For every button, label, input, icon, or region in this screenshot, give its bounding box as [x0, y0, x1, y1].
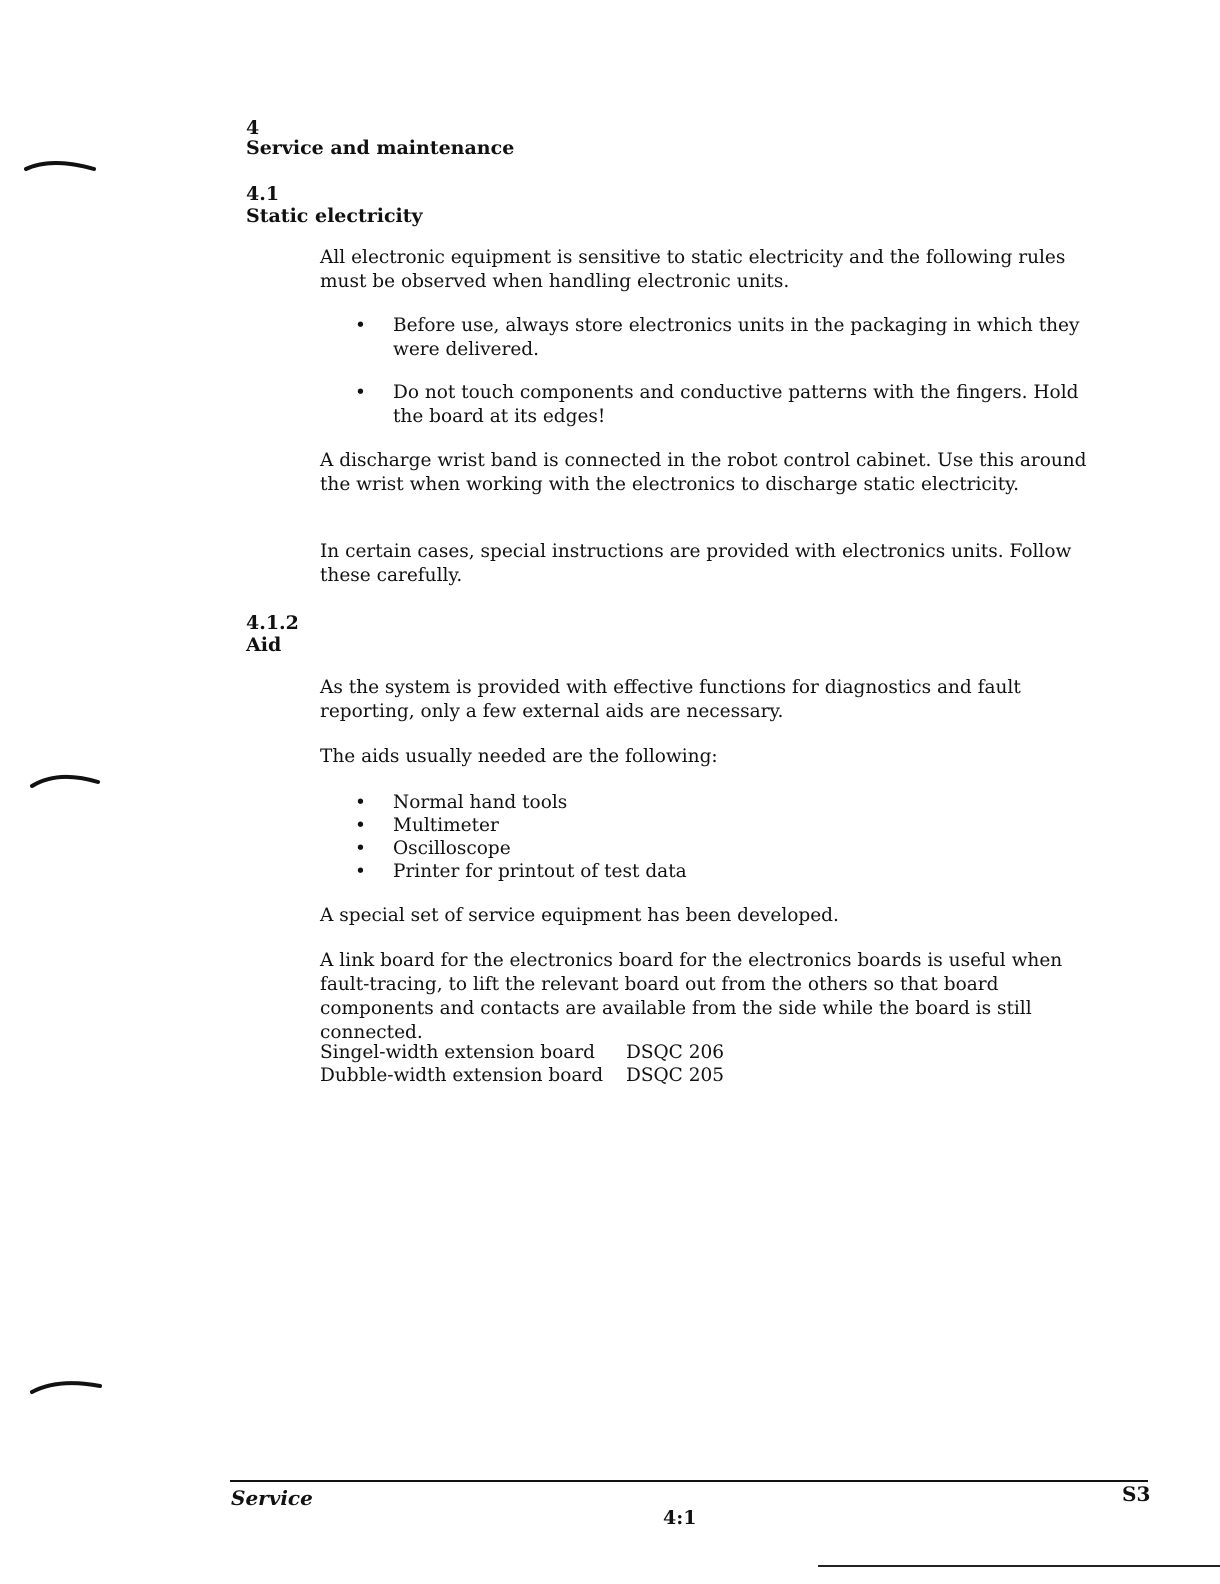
- special-set-paragraph: A special set of service equipment has been developed.: [320, 905, 839, 926]
- static-rules-list: [355, 314, 1095, 429]
- board-row: [320, 1064, 724, 1087]
- subsection-number: 4.1.2: [246, 612, 299, 634]
- board-row: [320, 1041, 724, 1064]
- footer-rule: [230, 1480, 1148, 1482]
- footer-doc-code: S3: [1122, 1482, 1151, 1506]
- page-number: 4:1: [663, 1507, 697, 1529]
- special-instructions-paragraph: In certain cases, special instructions are provided with electronics units. Follow these carefully.: [320, 541, 1072, 586]
- chapter-title: Service and maintenance: [246, 137, 515, 159]
- aids-heading: The aids usually needed are the following:: [320, 746, 718, 767]
- aid-intro-paragraph: As the system is provided with effective functions for diagnostics and fault reporting, only a few external aids are necessary.: [320, 677, 1021, 722]
- list-item: • Multimeter: [355, 814, 1095, 837]
- footer-section-label: Service: [231, 1486, 313, 1510]
- wrist-band-paragraph: A discharge wrist band is connected in the robot control cabinet. Use this around the wrist when working with the electronics to discharge static electricity.: [320, 450, 1087, 495]
- link-board-paragraph: A link board for the electronics board for the electronics boards is useful when fault-tracing, to lift the relevant board out from the others so that board components and contacts are available from the side while the board is still connected.: [320, 950, 1063, 1043]
- subsection-title: Aid: [246, 634, 282, 656]
- list-item: • Before use, always store electronics units in the packaging in which they were delivered.: [355, 314, 1095, 362]
- list-item: • Normal hand tools: [355, 791, 1095, 814]
- section-number: 4.1: [246, 183, 280, 205]
- board-code: DSQC 206: [626, 1042, 725, 1063]
- section-title: Static electricity: [246, 205, 423, 227]
- list-item: • Do not touch components and conductive patterns with the fingers. Hold the board at its edges!: [355, 381, 1095, 429]
- static-intro-paragraph: All electronic equipment is sensitive to static electricity and the following rules must be observed when handling electronic units.: [320, 247, 1066, 292]
- scan-edge-line: [818, 1565, 1220, 1567]
- binder-mark-bottom: [24, 1372, 104, 1398]
- list-item: • Printer for printout of test data: [355, 860, 1095, 883]
- list-item: • Oscilloscope: [355, 837, 1095, 860]
- binder-mark-top: [22, 155, 102, 179]
- chapter-number: 4: [246, 117, 260, 139]
- board-name: Dubble-width extension board: [320, 1065, 604, 1086]
- binder-mark-middle: [24, 766, 104, 792]
- board-name: Singel-width extension board: [320, 1042, 596, 1063]
- aids-list: [355, 791, 1095, 883]
- board-code: DSQC 205: [626, 1065, 725, 1086]
